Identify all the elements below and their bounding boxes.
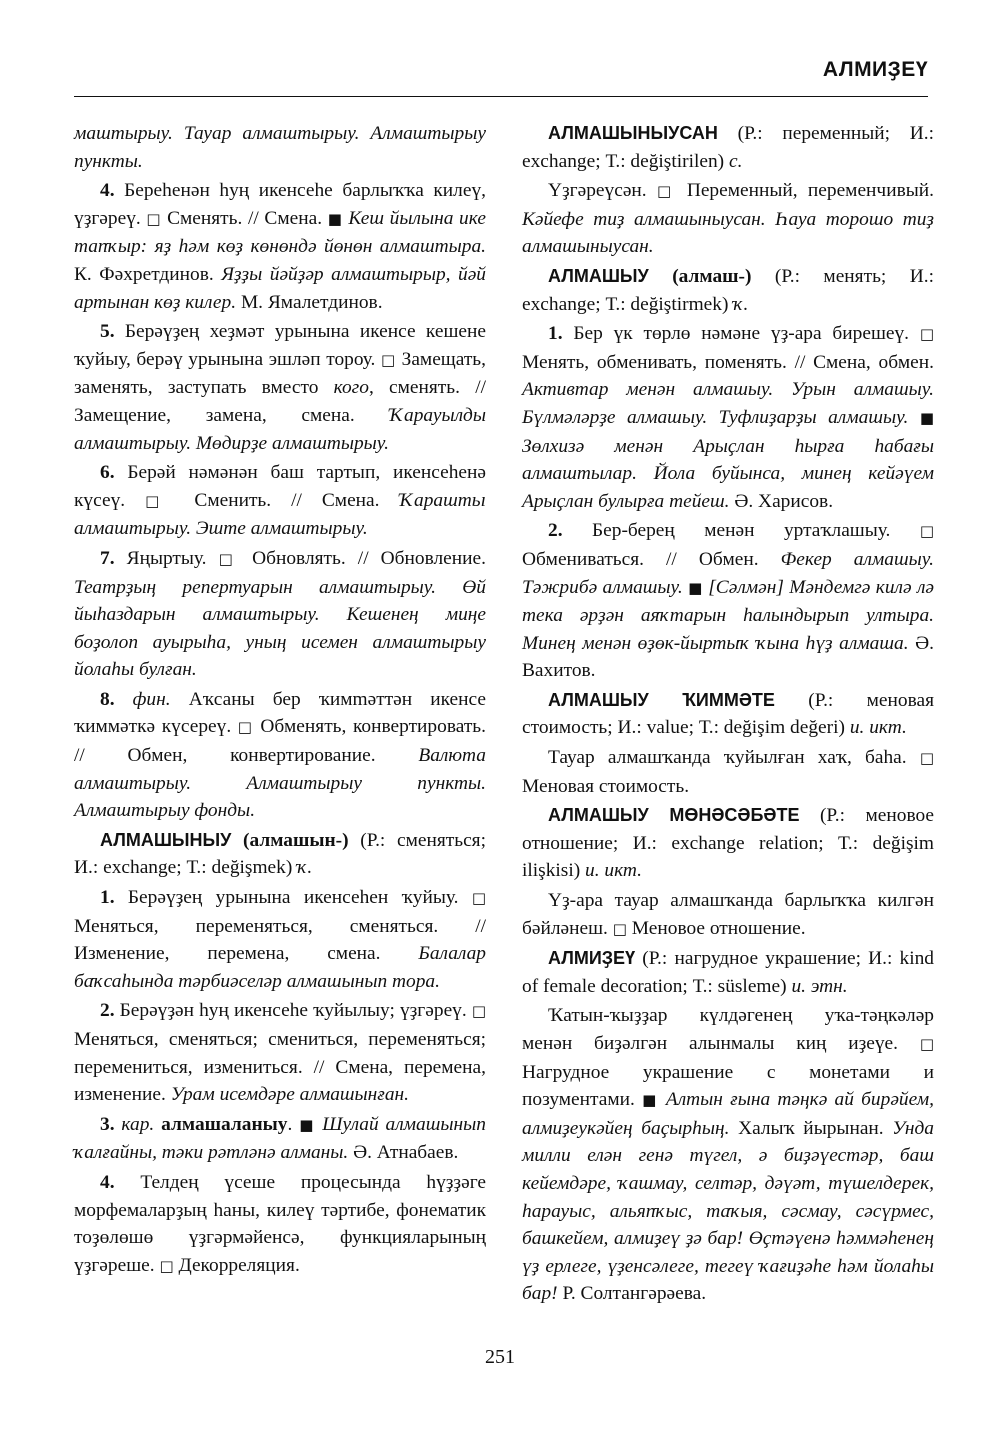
marker-glyph: ■ <box>688 578 703 597</box>
page-number: 251 <box>485 1346 515 1368</box>
definition-text: Тауар алмашҡанда ҡуйылған хаҡ, баһа. <box>548 747 920 769</box>
entry-paragraph <box>74 545 486 684</box>
grammar-mark: и. икт. <box>585 860 643 882</box>
definition-text: Ҡатын-ҡыҙҙар күлдәгенең уҡа-тәңкәләр менән биҙәлгән алынмалы киң иҙеүе. <box>522 1005 934 1054</box>
example-text: Валюта алмаштырыу. Алмаштырыу пункты. Алмаштырыу фонды. <box>74 745 486 822</box>
definition-text: Берәүҙең урынына икенсеһен ҡуйыу. <box>114 887 472 909</box>
entry-paragraph <box>522 887 934 943</box>
definition-text: Меновая стоимость. <box>522 775 690 797</box>
headword: АЛМАШЫНЫУ <box>100 829 232 850</box>
sense-number: 1. <box>100 887 115 909</box>
definition-text: Халыҡ йырынан. <box>729 1117 893 1139</box>
example-text: Фекер алмашыу. Тәжрибә алмашыу. <box>522 548 934 598</box>
grammar-mark: ҡ. <box>733 293 749 315</box>
definition-text: Берәүҙән һуң икенсеһе ҡуйылыу; үҙгәреү. <box>114 1000 472 1022</box>
definition-text: . <box>287 1113 300 1135</box>
example-text: Алтын ғына тәңкә ай бирәйем, алмиҙеукәйең баҫырһың. <box>522 1089 934 1139</box>
marker-glyph: □ <box>218 549 241 568</box>
entry-paragraph <box>74 686 486 825</box>
marker-glyph: ■ <box>642 1091 659 1110</box>
dictionary-entry <box>522 802 934 885</box>
marker-glyph: □ <box>381 350 396 369</box>
sense-number: 4. <box>100 180 115 202</box>
entry-paragraph <box>522 744 934 800</box>
headword: АЛМАШЫУ <box>548 265 649 286</box>
marker-glyph: □ <box>919 749 934 768</box>
definition-text: Меновое отношение. <box>626 917 806 939</box>
definition-text: Үҙгәреүсән. <box>548 180 657 202</box>
sense-number: 1. <box>548 323 563 345</box>
sense-number: 5. <box>100 321 115 343</box>
entry-paragraph <box>74 120 486 175</box>
example-text: Зөлхизә менән Арыҫлан һырға һабағы алмаштылар. Йола буйынса, минең кейәүем Арыҫлан булырға тейеш. <box>522 435 934 512</box>
example-text: Шулай алмашынып ҡалғайны, тәки рәтләнә алманы. <box>74 1113 486 1164</box>
example-text: маштырыу. Тауар алмаштырыу. Алмаштырыу пункты. <box>74 123 486 172</box>
definition-text: Обмениваться. // Обмен. <box>522 548 781 570</box>
definition-text: , сменять. // Замещение, замена, смена. <box>74 377 486 426</box>
entry-paragraph <box>522 320 934 515</box>
example-text: Ҡарауылды алмаштырыу. Мөдирҙе алмаштырыу. <box>74 404 486 454</box>
marker-glyph: ■ <box>327 209 343 228</box>
marker-glyph: □ <box>471 1002 486 1021</box>
definition-text: Берәй нәмәнән баш тартып, икенсеһенә күсеү. <box>74 462 486 511</box>
sense-number: 2. <box>548 520 563 542</box>
running-head: АЛМИҘЕҮ <box>822 58 928 81</box>
sense-number: 7. <box>100 547 115 569</box>
marker-glyph: □ <box>471 889 486 908</box>
marker-glyph: □ <box>145 491 175 510</box>
grammar-mark: и. икт. <box>849 717 907 739</box>
definition-text: Береһенән һуң икенсеһе барлыҡҡа килеү, үҙгәреү. <box>74 180 486 229</box>
definition-text: Аҡсаны бер ҡимməттән икенсе ҡиммәткә күсереү. <box>74 688 486 738</box>
definition-text: Бер үк төрлө нәмәне үҙ-ара бирешеү. <box>562 323 920 345</box>
sense-number: (алмашын-) <box>243 829 349 851</box>
sense-number: 3. <box>100 1113 115 1135</box>
sense-number: (алмаш-) <box>672 265 752 287</box>
marker-glyph: ■ <box>919 408 934 427</box>
example-text: Балалар баҡсаһында тәрбиәселәр алмашынып тора. <box>74 943 486 992</box>
definition-text: (Р.: меновое отношение; И.: exchange relation; Т.: değişim ilişkisi) <box>522 805 935 882</box>
definition-text: М. Ямалетдинов. <box>236 291 383 313</box>
definition-text: К. Фәхретдинов. <box>74 263 222 285</box>
headword: АЛМАШЫУ ҠИММӘТЕ <box>548 689 775 710</box>
example-text: Унда милли елән генә түгел, ә биҙәүестәр, баш кейемдәре, ҡашмау, селтәр, дәүәт, түшелдерек, һарауыс, альяпҡыс, таҡыя, сәсмау, сәсүрмес, башкейем, алмиҙеү ҙә бар! Өҫтәүенә һәммәһенең үҙ ерлеге, үҙенсәлеге, тегеү ҡағиҙәһе һәм йолаһы бар! <box>522 1117 934 1305</box>
sense-number: 2. <box>100 1000 115 1022</box>
definition-text: Обменять, конвертировать. // Обмен, конвертирование. <box>74 716 486 767</box>
entry-paragraph <box>522 1002 934 1308</box>
definition-text: Телдең үсеше процесында һүҙҙәге морфемаларҙың һаны, килеү тәртибе, фонематик тоҙөлөшө үҙгәрмәйенсә, функцияларының үҙгәреше. <box>74 1171 486 1276</box>
entry-paragraph <box>74 177 486 316</box>
example-text: [Сәлмән] Мәндемгә килә лә тека әрҙән аяҡтарын һалындырып ултыра. Минең менән өҙөк-йыртыҡ ҡына һүҙ алмаша. <box>522 576 935 654</box>
example-text: Кеш йылына ике тапҡыр: яҙ һәм көҙ көнөндә йөнөн алмаштыра. <box>74 207 486 258</box>
entry-paragraph <box>522 177 934 261</box>
definition-text <box>649 266 672 287</box>
definition-text: Сменять. // Смена. <box>161 207 328 229</box>
header-rule <box>74 96 928 97</box>
entry-paragraph <box>522 517 934 685</box>
definition-text <box>908 407 919 428</box>
marker-glyph: □ <box>237 718 254 737</box>
definition-text: (Р.: менять; И.: exchange; Т.: değiştirmek) <box>522 265 934 315</box>
sense-number: 4. <box>100 1171 115 1193</box>
example-text: Активтар менән алмашыу. Урын алмашыу. Бүлмәләрҙе алмашыу. Туфлиҙарҙы алмашыу. <box>522 379 934 428</box>
definition-text: (Р.: меновая стоимость; И.: value; Т.: değişim değeri) <box>522 689 935 739</box>
marker-glyph: □ <box>612 919 627 938</box>
definition-text: Үҙ-ара тауар алмашҡанда барлыҡҡа килгән бәйләнеш. <box>522 890 934 939</box>
entry-paragraph <box>74 1111 486 1167</box>
definition-text: Декорреляция. <box>173 1254 300 1276</box>
grammar-mark: фин. <box>132 688 171 710</box>
definition-text: Яңыртыу. <box>114 547 219 569</box>
headword: АЛМАШЫНЫУСАН <box>548 123 718 143</box>
dictionary-entry <box>522 687 934 742</box>
left-column <box>74 120 486 1282</box>
definition-text: Берәүҙең хеҙмәт урынына икенсе кешене ҡуйыу, берәү урынына эшләп тороу. <box>74 321 486 370</box>
definition-text: Ә. Вахитов. <box>522 632 934 682</box>
headword: АЛМАШЫУ МӨНӘСӘБӘТЕ <box>548 805 800 826</box>
marker-glyph: □ <box>919 1035 934 1053</box>
definition-text: Бер-берең менән уртаҡлашыу. <box>562 520 920 542</box>
marker-glyph: □ <box>919 325 934 344</box>
definition-text: Переменный, переменчивый. <box>676 180 934 202</box>
definition-text: Меняться, сменяться; смениться, переменяться; перемениться, измениться. // Смена, перемена, изменение. <box>74 1029 486 1106</box>
entry-paragraph <box>74 459 486 543</box>
definition-text: Р. Солтангәрәева. <box>557 1283 707 1305</box>
marker-glyph: □ <box>656 182 677 201</box>
entry-paragraph <box>74 1169 486 1280</box>
definition-text <box>231 830 243 851</box>
definition-text: Менять, обменивать, поменять. // Смена, обмен. <box>522 351 934 373</box>
example-text: Ҡараштьı алмаштырыу. Эште алмаштырыу. <box>74 489 486 540</box>
definition-text: Обновлять. // Обновление. <box>240 547 486 569</box>
marker-glyph: □ <box>919 522 934 541</box>
example-text: Яҙҙы йәйҙәр алмаштырыр, йәй артынан көҙ килер. <box>74 263 486 313</box>
dictionary-entry <box>522 945 934 1000</box>
example-text: Театрҙың репертуарын алмаштырыу. Өй йыһаздарын алмаштырыу. Кешенең миңе боҙолоп ауырыһа, уның исемен алмаштырыу йолаһы булған. <box>74 576 486 681</box>
definition-text: Меняться, переменяться, сменяться. // Изменение, перемена, смена. <box>74 915 486 965</box>
sense-number: 6. <box>100 462 115 484</box>
entry-paragraph <box>74 318 486 457</box>
dictionary-entry <box>522 120 934 175</box>
marker-glyph: □ <box>159 1256 174 1275</box>
right-column <box>522 120 934 1310</box>
example-text: Урам исемдәре алмашынған. <box>170 1084 410 1106</box>
definition-text: Нагрудное украшение с монетами и позументами. <box>522 1061 934 1111</box>
example-text: Кәйефе тиҙ алмашыныусан. Һауа торошо тиҙ алмашыныусан. <box>522 208 934 258</box>
dictionary-entry <box>74 827 486 882</box>
grammar-mark: и. этн. <box>791 975 848 997</box>
marker-glyph: ■ <box>299 1115 316 1134</box>
headword: АЛМИҘЕҮ <box>548 948 636 969</box>
definition-text: Замещать, заменять, заступать вместо <box>74 348 487 399</box>
definition-text: (Р.: нагрудное украшение; И.: kind of female decoration; Т.: süsleme) <box>522 948 934 997</box>
definition-text: Сменить. // Смена. <box>174 489 400 511</box>
grammar-mark: ҡ. <box>297 857 313 879</box>
sense-number: 8. <box>100 688 115 710</box>
entry-paragraph <box>74 997 486 1108</box>
definition-text: (Р.: переменный; И.: exchange; Т.: değiştirilen) <box>522 123 934 172</box>
grammar-mark: с. <box>728 150 743 172</box>
example-text: кого <box>333 377 369 399</box>
sense-number: алмашаланыу <box>161 1113 288 1135</box>
grammar-mark: кар. <box>121 1113 155 1135</box>
definition-text <box>115 689 133 710</box>
definition-text: Ә. Атнабаев. <box>348 1142 459 1164</box>
dictionary-entry <box>522 263 934 318</box>
entry-paragraph <box>74 884 486 995</box>
definition-text: (Р.: сменяться; И.: exchange; Т.: değişmek) <box>74 829 486 879</box>
marker-glyph: □ <box>146 209 162 228</box>
definition-text: Ә. Харисов. <box>729 490 834 512</box>
